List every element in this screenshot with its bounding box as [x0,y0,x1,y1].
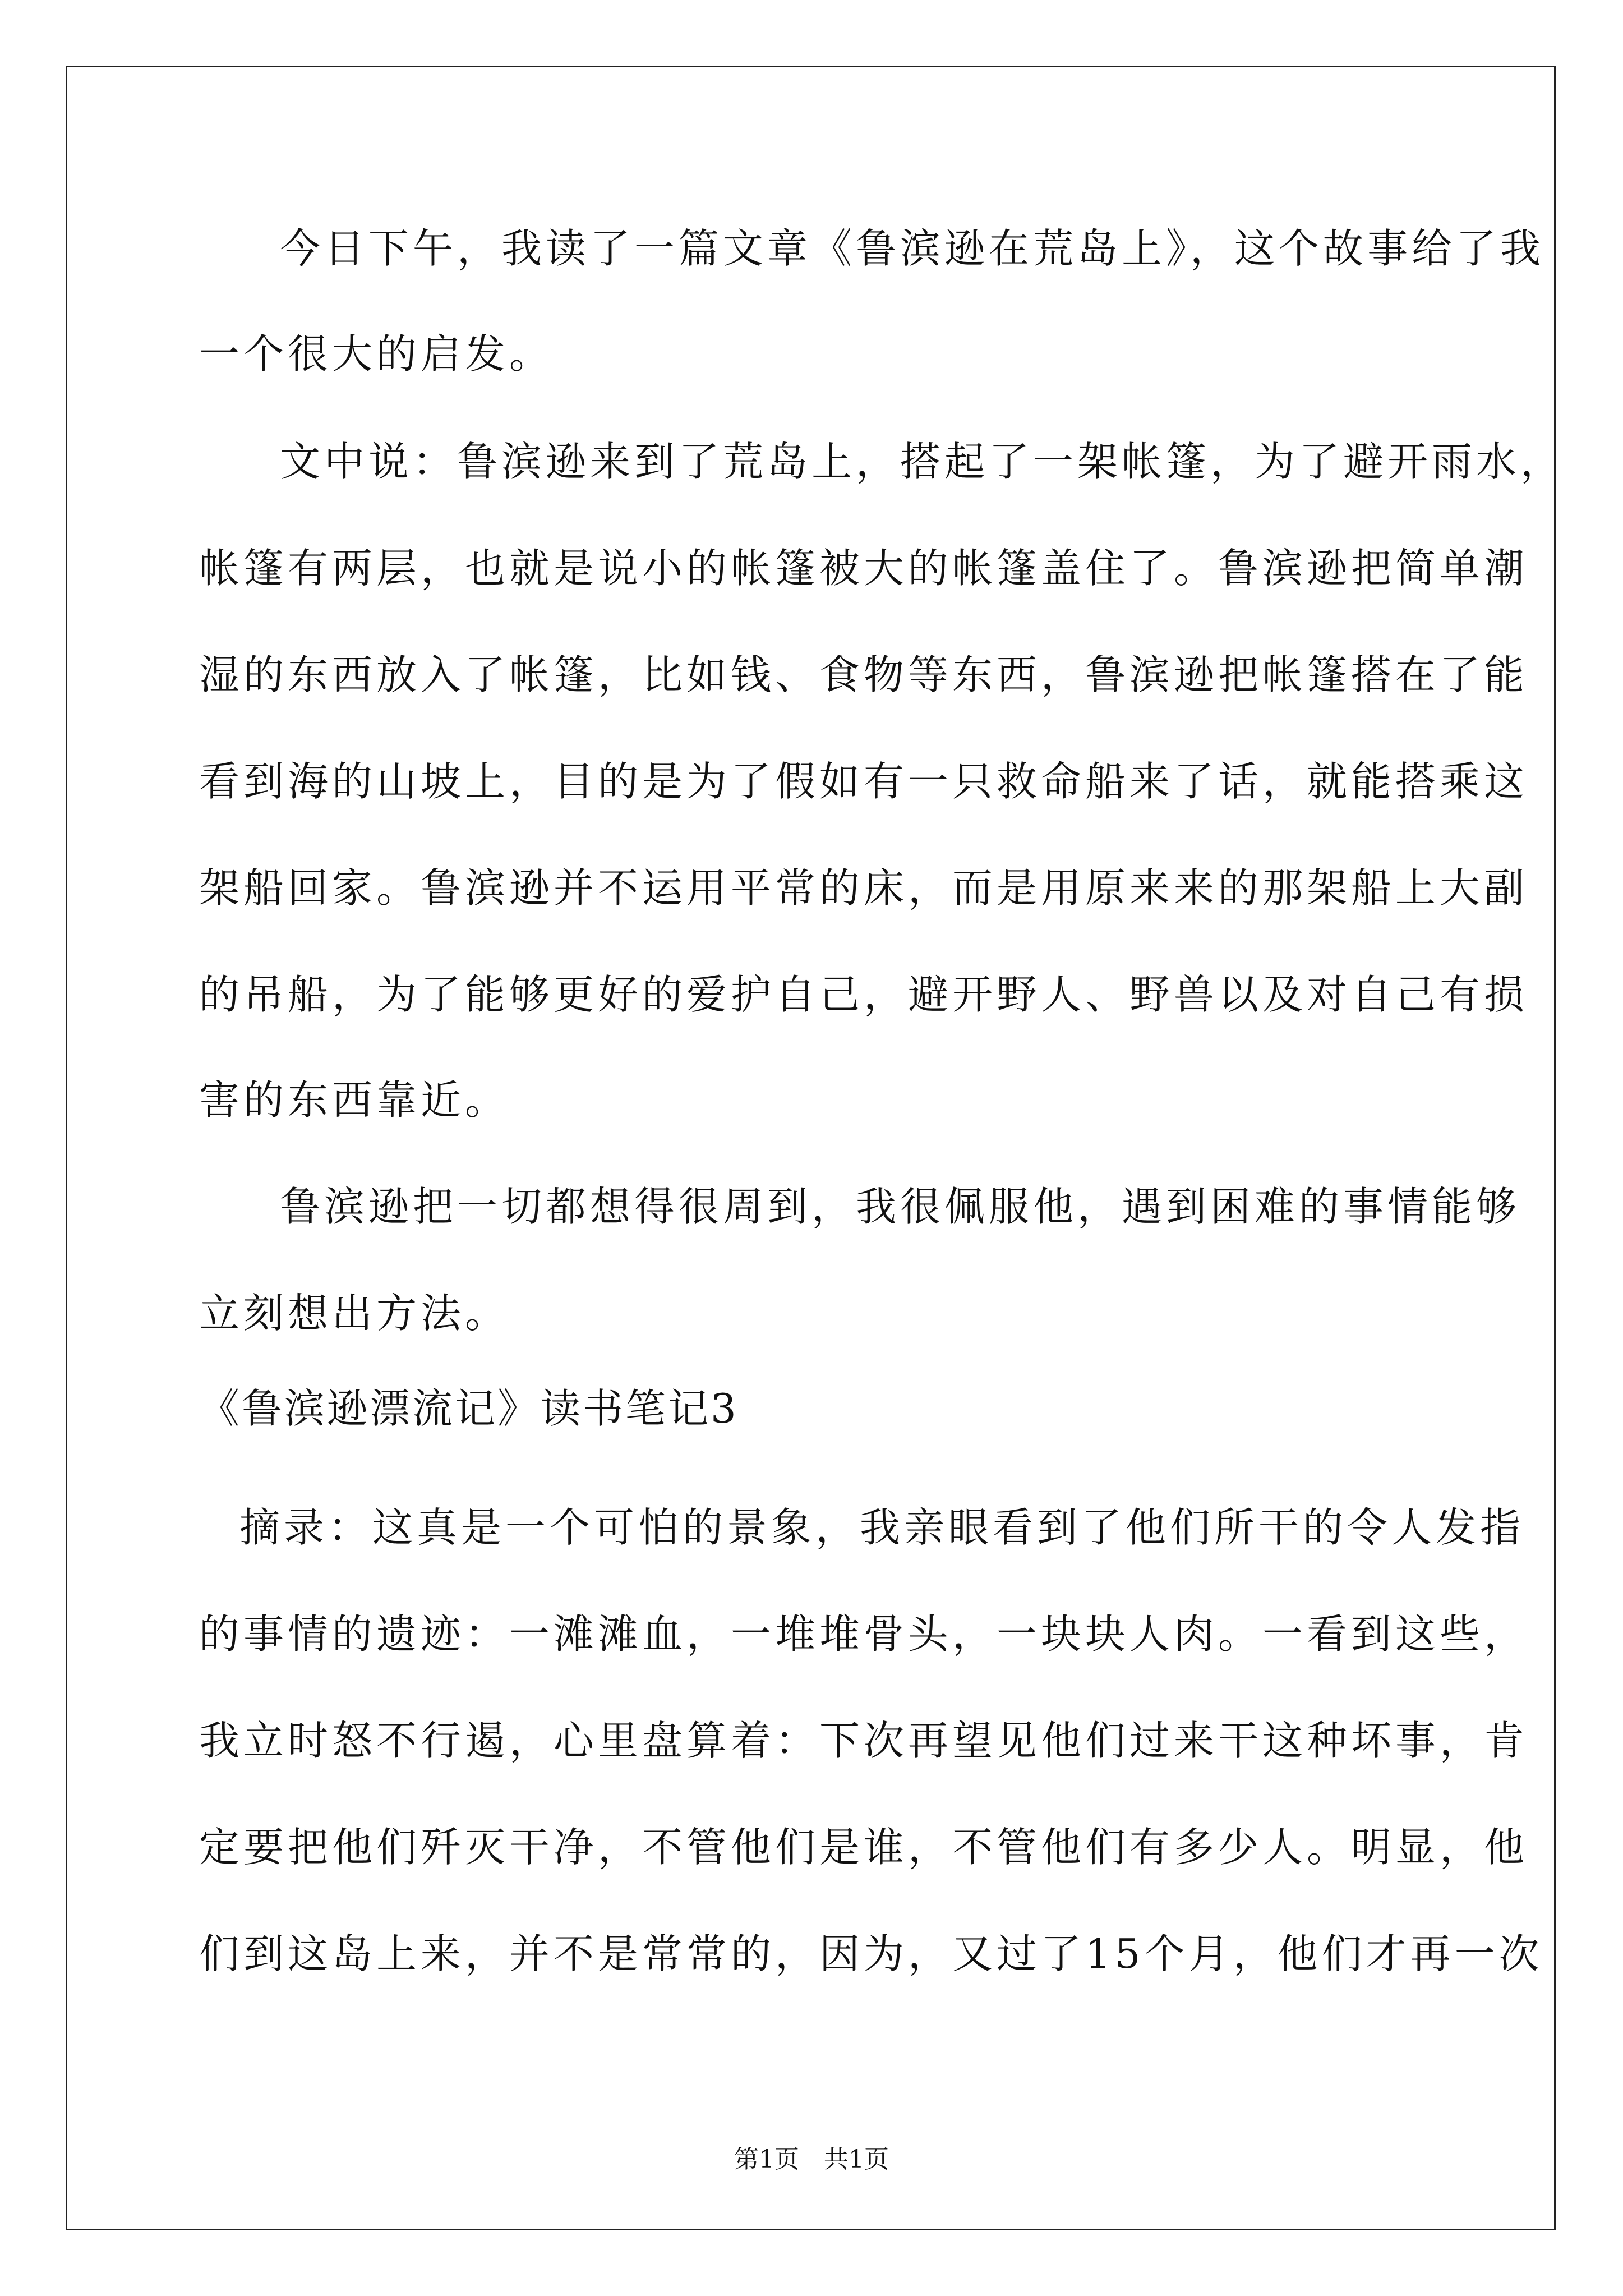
text-line: 看到海的山坡上，目的是为了假如有一只救命船来了话，就能搭乘这 [199,758,1529,805]
text-line: 文中说：鲁滨逊来到了荒岛上，搭起了一架帐篷，为了避开雨水， [280,438,1565,485]
text-line: 一个很大的启发。 [199,330,554,378]
text-line: 架船回家。鲁滨逊并不运用平常的床，而是用原来来的那架船上大副 [199,864,1529,912]
text-line: 鲁滨逊把一切都想得很周到，我很佩服他，遇到困难的事情能够 [280,1183,1521,1230]
text-line: 帐篷有两层，也就是说小的帐篷被大的帐篷盖住了。鲁滨逊把简单潮 [199,545,1529,592]
text-line: 害的东西靠近。 [199,1076,510,1124]
page-border [66,66,1565,2230]
text-line: 湿的东西放入了帐篷，比如钱、食物等东西，鲁滨逊把帐篷搭在了能 [199,651,1529,698]
text-line: 立刻想出方法。 [199,1290,510,1337]
text-line: 的事情的遗迹：一滩滩血，一堆堆骨头，一块块人肉。一看到这些， [199,1611,1529,1658]
text-line: 的吊船，为了能够更好的爱护自己，避开野人、野兽以及对自己有损 [199,971,1529,1018]
text-line: 今日下午，我读了一篇文章《鲁滨逊在荒岛上》，这个故事给了我 [280,225,1545,272]
text-line: 我立时怒不行遏，心里盘算着：下次再望见他们过来干这种坏事，肯 [199,1717,1529,1764]
section-heading: 《鲁滨逊漂流记》读书笔记3 [199,1385,739,1432]
text-line: 摘录：这真是一个可怕的景象，我亲眼看到了他们所干的令人发指 [239,1504,1525,1551]
text-line: 们到这岛上来，并不是常常的，因为，又过了15个月，他们才再一次 [199,1930,1543,1977]
text-line: 定要把他们歼灭干净，不管他们是谁，不管他们有多少人。明显，他 [199,1824,1529,1871]
page-number-footer: 第1页 共1页 [734,2145,889,2174]
